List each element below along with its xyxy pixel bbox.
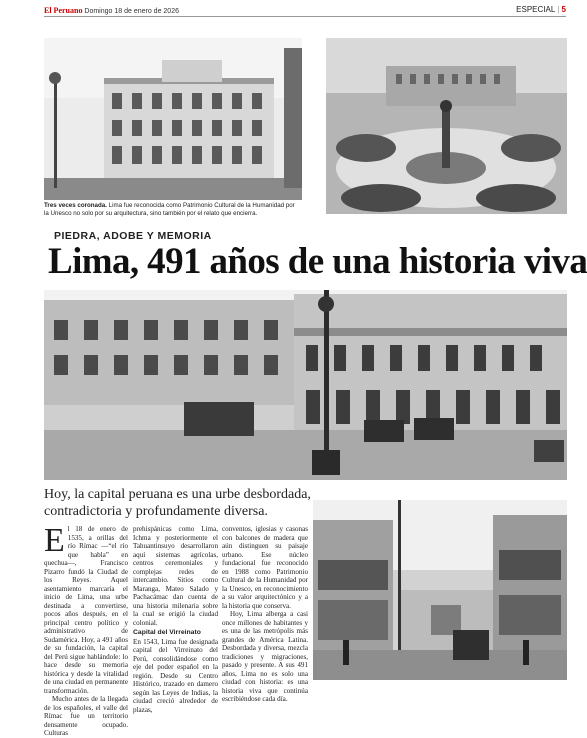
- article-column-2: [133, 525, 218, 714]
- section-label: ESPECIAL | 5: [516, 5, 566, 14]
- headline: Lima, 491 años de una historia viva: [48, 241, 587, 282]
- col2-paragraph-2: En 1543, Lima fue designada capital del Virreinato del Perú, consolidándose como eje del poder español en la región. Desde su Centro Histórico, trazado en damero según las Leyes de Indias, la ciudad creció alrededor de plazas,: [133, 637, 218, 714]
- newspaper-brand: El Peruano: [44, 6, 83, 15]
- kicker: PIEDRA, ADOBE Y MEMORIA: [54, 230, 212, 242]
- old-street-balconies-photo: [313, 500, 567, 680]
- plaza-aerial-photo: [326, 38, 567, 214]
- section-name: ESPECIAL: [516, 5, 555, 14]
- issue-date: Domingo 18 de enero de 2026: [84, 8, 179, 15]
- article-deck: Hoy, la capital peruana es una urbe desbordada, contradictoria y profundamente diversa.: [44, 487, 311, 519]
- col3-paragraph-1: conventos, iglesias y casonas con balcones de madera que aún distinguen su paisaje urbano. Ese núcleo fundacional fue reconocido en 1988 como Patrimonio Cultural de la Humanidad por la Unesco, en reconocimiento a su valor arquitectónico y a la historia que conserva.: [222, 525, 308, 610]
- masthead-divider: [44, 16, 566, 17]
- col1-paragraph-1: l 18 de enero de 1535, a orillas del río Rímac —“el río que habla” en quechua—, Francisco Pizarro fundó la Ciudad de los Reyes. Aquel asentamiento marcaría el inicio de Lima, una urbe destinada a convertirse, pocos años después, en el principal centro político y administrativo de Sudamérica. Hoy, a 491 años de su fundación, la capital del Perú sigue hablándole: lo hace desde su memoria histórica y desde la vitalidad de una ciudad en permanente transformación.: [44, 525, 128, 695]
- masthead: [44, 6, 179, 15]
- historic-street-tram-photo: [44, 290, 567, 480]
- photo-caption: [44, 202, 296, 218]
- colonial-building-photo: [44, 38, 302, 200]
- article-column-3: [222, 525, 308, 704]
- caption-text: Lima fue reconocida como Patrimonio Cultural de la Humanidad por la Unesco no solo por su arquitectura, sino también por el relato que encierra.: [44, 202, 295, 217]
- caption-lead: Tres veces coronada.: [44, 202, 107, 209]
- col3-paragraph-2: Hoy, Lima alberga a casi once millones de habitantes y es una de las metrópolis más grandes de América Latina. Desbordada y diversa, mezcla tradiciones y migraciones, pasado y presente. A sus 491 años, Lima no es solo una ciudad con historia: es una historia viva que continúa escribiéndose cada día.: [222, 610, 308, 703]
- drop-cap: E: [44, 522, 65, 559]
- col2-subhead: Capital del Virreinato: [133, 629, 201, 636]
- article-column-1: [44, 522, 128, 738]
- page-number: 5: [561, 5, 566, 14]
- col2-paragraph-1: prehispánicas como Lima, Ichma y posteriormente el Tahuantinsuyo desarrollaron aquí sistemas agrícolas, centros ceremoniales y complejas redes de intercambio. Sitios como Maranga, Mateo Salado y Pachacámac dan cuenta de una historia milenaria sobre la cual se erigió la ciudad colonial.: [133, 525, 218, 627]
- col1-paragraph-2: Mucho antes de la llegada de los españoles, el valle del Rímac fue un territorio densamente ocupado. Culturas: [44, 695, 128, 737]
